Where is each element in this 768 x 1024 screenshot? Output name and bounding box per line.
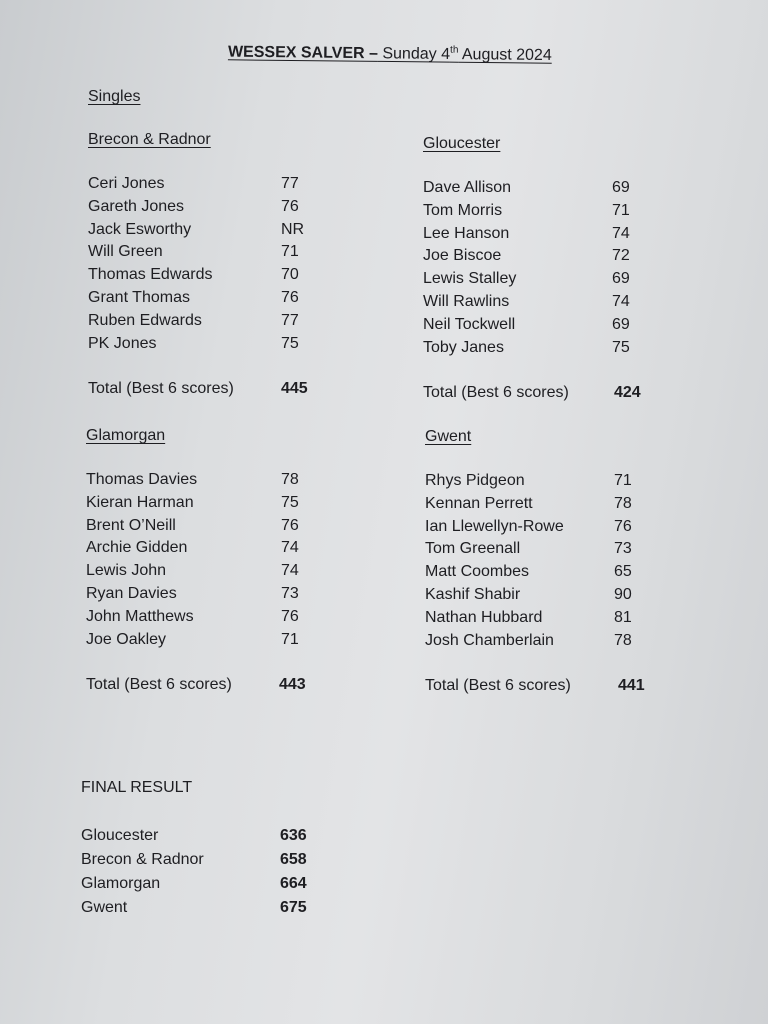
player-score: 72 — [612, 247, 630, 265]
player-row — [88, 196, 299, 219]
player-score: 77 — [281, 311, 299, 329]
player-score: 76 — [281, 516, 299, 534]
final-team-name: Glamorgan — [81, 875, 161, 892]
team-name: Glamorgan — [86, 427, 166, 444]
team-block-glamorgan — [86, 427, 306, 697]
player-score: 73 — [614, 540, 632, 558]
player-name: Tom Greenall — [425, 540, 521, 558]
total-score: 443 — [279, 676, 306, 694]
player-row — [88, 310, 299, 333]
total-score: 445 — [281, 380, 308, 398]
player-name: Archie Gidden — [86, 539, 188, 557]
player-score: 76 — [281, 607, 299, 625]
player-row — [88, 173, 299, 196]
player-row — [88, 264, 299, 287]
player-score: 78 — [614, 494, 632, 512]
player-row — [425, 630, 632, 653]
player-score: 81 — [614, 608, 632, 626]
player-score: 75 — [281, 334, 299, 352]
player-score: 75 — [612, 338, 630, 356]
player-score: 65 — [614, 563, 632, 581]
player-row — [88, 333, 299, 356]
total-label: Total (Best 6 scores) — [86, 676, 232, 694]
player-list — [423, 177, 630, 359]
player-name: Dave Allison — [423, 179, 512, 196]
player-row — [86, 537, 299, 560]
player-name: Lewis Stalley — [423, 270, 517, 288]
player-name: Lee Hanson — [423, 224, 510, 242]
player-name: Neil Tockwell — [423, 315, 516, 333]
player-name: Ruben Edwards — [88, 311, 202, 329]
title-date-suffix: th — [450, 44, 459, 56]
player-row — [86, 606, 299, 629]
player-name: Matt Coombes — [425, 563, 530, 581]
player-row — [423, 291, 630, 314]
player-row — [86, 515, 299, 538]
player-row — [423, 314, 630, 337]
team-block-brecon-radnor — [88, 131, 308, 401]
player-name: Rhys Pidgeon — [425, 472, 525, 489]
team-block-gloucester — [423, 135, 641, 405]
team-name: Brecon & Radnor — [88, 131, 211, 148]
player-score: 73 — [281, 584, 299, 602]
player-score: 77 — [281, 175, 299, 192]
player-name: Toby Janes — [423, 338, 504, 356]
player-row — [88, 219, 305, 242]
final-result-row — [81, 896, 307, 920]
player-name: Lewis John — [86, 562, 167, 580]
player-name: Will Rawlins — [423, 292, 510, 310]
player-score: 69 — [612, 315, 630, 333]
player-score: 76 — [614, 517, 632, 535]
player-name: PK Jones — [88, 334, 157, 352]
team-total-row — [88, 377, 308, 401]
player-row — [425, 607, 632, 630]
player-score: 74 — [281, 539, 299, 557]
player-name: Thomas Edwards — [88, 266, 213, 284]
player-name: John Matthews — [86, 607, 194, 625]
player-score: 78 — [281, 471, 299, 488]
player-name: Ceri Jones — [88, 175, 165, 192]
player-row — [86, 583, 299, 606]
player-score: 71 — [612, 201, 630, 219]
final-team-name: Brecon & Radnor — [81, 851, 204, 868]
final-team-score: 636 — [280, 827, 307, 844]
final-team-name: Gwent — [81, 899, 128, 916]
player-score: 74 — [612, 292, 630, 310]
player-row — [423, 337, 630, 360]
player-list — [86, 469, 299, 651]
player-name: Ryan Davies — [86, 584, 177, 602]
player-score: NR — [281, 220, 305, 238]
player-row — [425, 561, 632, 584]
team-name: Gwent — [425, 428, 472, 445]
player-row — [425, 516, 632, 539]
team-block-gwent — [425, 428, 645, 698]
player-list — [425, 470, 632, 652]
final-result-row — [81, 824, 307, 848]
player-name: Jack Esworthy — [88, 220, 192, 238]
final-team-score: 675 — [280, 899, 307, 916]
title-date-rest: August 2024 — [458, 46, 552, 65]
final-team-name: Gloucester — [81, 827, 159, 844]
player-name: Joe Oakley — [86, 630, 167, 648]
player-row — [423, 245, 630, 268]
player-name: Joe Biscoe — [423, 247, 502, 265]
final-team-score: 664 — [280, 875, 307, 892]
player-score: 71 — [614, 472, 632, 489]
player-score: 74 — [281, 562, 299, 580]
team-total-row — [423, 381, 641, 405]
player-row — [425, 538, 632, 561]
final-result-row — [81, 848, 307, 872]
player-name: Ian Llewellyn-Rowe — [425, 517, 564, 535]
final-result-heading: FINAL RESULT — [81, 779, 193, 796]
player-row — [86, 469, 299, 492]
player-score: 90 — [614, 585, 632, 603]
total-score: 441 — [618, 677, 645, 695]
player-score: 76 — [281, 288, 299, 306]
player-row — [86, 629, 299, 652]
player-score: 71 — [281, 243, 299, 261]
player-name: Kieran Harman — [86, 493, 194, 511]
player-row — [425, 584, 632, 607]
section-heading-singles: Singles — [88, 88, 141, 105]
team-name: Gloucester — [423, 135, 501, 152]
team-total-row — [425, 674, 645, 698]
player-score: 76 — [281, 197, 299, 215]
player-name: Brent O’Neill — [86, 516, 176, 534]
player-name: Josh Chamberlain — [425, 631, 554, 649]
title-date-day: Sunday 4 — [377, 45, 451, 63]
player-name: Gareth Jones — [88, 197, 185, 215]
player-list — [88, 173, 305, 355]
player-row — [423, 268, 630, 291]
total-label: Total (Best 6 scores) — [88, 380, 234, 398]
player-score: 75 — [281, 493, 299, 511]
player-row — [86, 492, 299, 515]
total-label: Total (Best 6 scores) — [423, 384, 569, 402]
player-row — [425, 470, 632, 493]
player-row — [88, 287, 299, 310]
player-name: Nathan Hubbard — [425, 608, 543, 626]
player-name: Will Green — [88, 243, 163, 261]
player-row — [88, 241, 299, 264]
player-row — [423, 223, 630, 246]
player-score: 74 — [612, 224, 630, 242]
player-name: Kashif Shabir — [425, 585, 521, 603]
player-name: Thomas Davies — [86, 471, 198, 488]
player-score: 70 — [281, 266, 299, 284]
total-score: 424 — [614, 384, 641, 402]
player-name: Grant Thomas — [88, 288, 190, 306]
player-row — [86, 560, 299, 583]
page-title — [228, 42, 552, 65]
total-label: Total (Best 6 scores) — [425, 677, 571, 695]
player-row — [423, 177, 630, 200]
final-result-list — [81, 824, 307, 920]
player-score: 69 — [612, 270, 630, 288]
final-team-score: 658 — [280, 851, 307, 868]
player-name: Tom Morris — [423, 201, 503, 219]
player-row — [425, 493, 632, 516]
player-row — [423, 200, 630, 223]
team-total-row — [86, 673, 306, 697]
final-result-block — [81, 776, 307, 920]
player-score: 71 — [281, 630, 299, 648]
final-result-row — [81, 872, 307, 896]
title-event: WESSEX SALVER – — [227, 43, 379, 63]
player-score: 78 — [614, 631, 632, 649]
player-name: Kennan Perrett — [425, 494, 533, 512]
player-score: 69 — [612, 179, 630, 196]
